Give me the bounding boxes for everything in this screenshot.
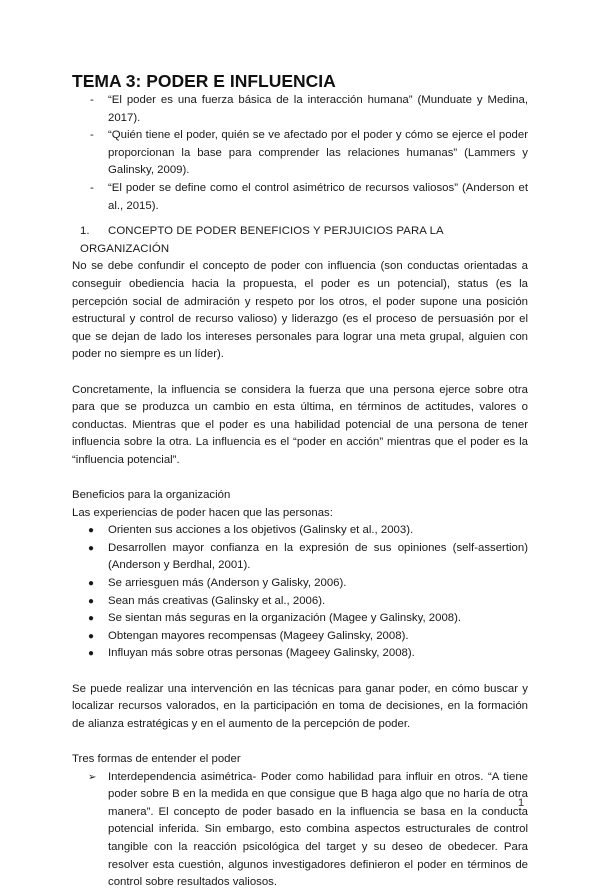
benefits-heading: Beneficios para la organización <box>72 489 231 502</box>
paragraph-influence: Concretamente, la influencia se considera la fuerza que una persona ejerce sobre otra para que se produzca un cambio en esta última, en términos de actitudes, valores o conductas. Mientras que el poder es una habilidad potencial de una persona de tener influencia sobre la otra. La influencia es el “poder en acción” mientras que el poder es la “influencia potencial”. <box>72 383 528 466</box>
list-item: ● Sean más creativas (Galinsky et al., 2006). <box>72 593 528 611</box>
paragraph-intervention: Se puede realizar una intervención en las técnicas para ganar poder, en cómo buscar y localizar recursos valorados, en la participación en toma de decisiones, en la formación de alianza estratégicas y en el aumento de la percepción de poder. <box>72 682 528 730</box>
bullet-icon: ● <box>88 578 95 590</box>
dash-marker: - <box>90 129 94 142</box>
page-title: TEMA 3: PODER E INFLUENCIA <box>72 71 336 91</box>
arrow-icon: ➢ <box>88 771 97 783</box>
list-item: ● Obtengan mayores recompensas (Mageey Galinsky, 2008). <box>72 628 528 646</box>
forms-list <box>72 769 528 892</box>
quote-item: - “El poder es una fuerza básica de la interacción humana” (Munduate y Medina, 2017). <box>90 94 528 124</box>
section-heading <box>72 223 528 258</box>
list-item: ● Se sientan más seguras en la organización (Magee y Galinsky, 2008). <box>72 610 528 628</box>
list-item: ● Influyan más sobre otras personas (Mageey Galinsky, 2008). <box>72 645 528 663</box>
benefits-intro: Las experiencias de poder hacen que las personas: <box>72 506 333 519</box>
bullet-icon: ● <box>88 648 95 660</box>
page-number: 1 <box>518 797 525 809</box>
section-number: 1. <box>80 225 90 238</box>
dash-marker: - <box>90 181 94 194</box>
quote-item: - “El poder se define como el control asimétrico de recursos valiosos” (Anderson et al., 2015). <box>90 181 528 212</box>
quotes-list <box>72 92 528 215</box>
list-item: ➢ Interdependencia asimétrica- Poder como habilidad para influir en otros. “A tiene poder sobre B en la medida en que consigue que B haga algo que no haría de otra manera”. El concepto de poder basado en la influencia se basa en la conducta potencial inferida. Sin embargo, esto combina aspectos estructurales de control tangible con la reacción psicológica del target y su deseo de obedecer. Para resolver esta cuestión, algunos investigadores definieron el poder en términos de control sobre resultados valiosos. <box>88 770 528 889</box>
bullet-icon: ● <box>88 542 95 554</box>
bullet-icon: ● <box>88 595 95 607</box>
dash-marker: - <box>90 94 94 106</box>
section-title: CONCEPTO DE PODER BENEFICIOS Y PERJUICIOS PARA LA ORGANIZACIÓN <box>80 225 444 255</box>
document-page <box>72 70 528 892</box>
forms-heading: Tres formas de entender el poder <box>72 752 241 765</box>
list-item: ● Desarrollen mayor confianza en la expresión de sus opiniones (self-assertion) (Anderson y Berdhal, 2001). <box>88 541 528 572</box>
bullet-icon: ● <box>88 525 95 537</box>
bullet-icon: ● <box>88 630 95 642</box>
paragraph-concept: No se debe confundir el concepto de poder con influencia (son conductas orientadas a conseguir obediencia hacia la propuesta, el poder es un potencial), status (es la percepción social de admiración y respeto por los otros, el poder supone una posición estructural y control de recurso valioso) y liderazgo (es el proceso de persuasión por el que se dejan de lado los intereses personales para lograr una meta grupal, alguien con poder no siempre es un líder). <box>72 260 528 361</box>
bullet-icon: ● <box>88 613 95 625</box>
quote-item: - “Quién tiene el poder, quién se ve afectado por el poder y cómo se ejerce el poder proporcionan la base para comprender las relaciones humanas” (Lammers y Galinsky, 2009). <box>90 129 528 177</box>
list-item: ● Se arriesguen más (Anderson y Galisky, 2006). <box>72 575 528 593</box>
list-item: ● Orienten sus acciones a los objetivos (Galinsky et al., 2003). <box>72 522 528 540</box>
benefits-list <box>72 522 528 663</box>
